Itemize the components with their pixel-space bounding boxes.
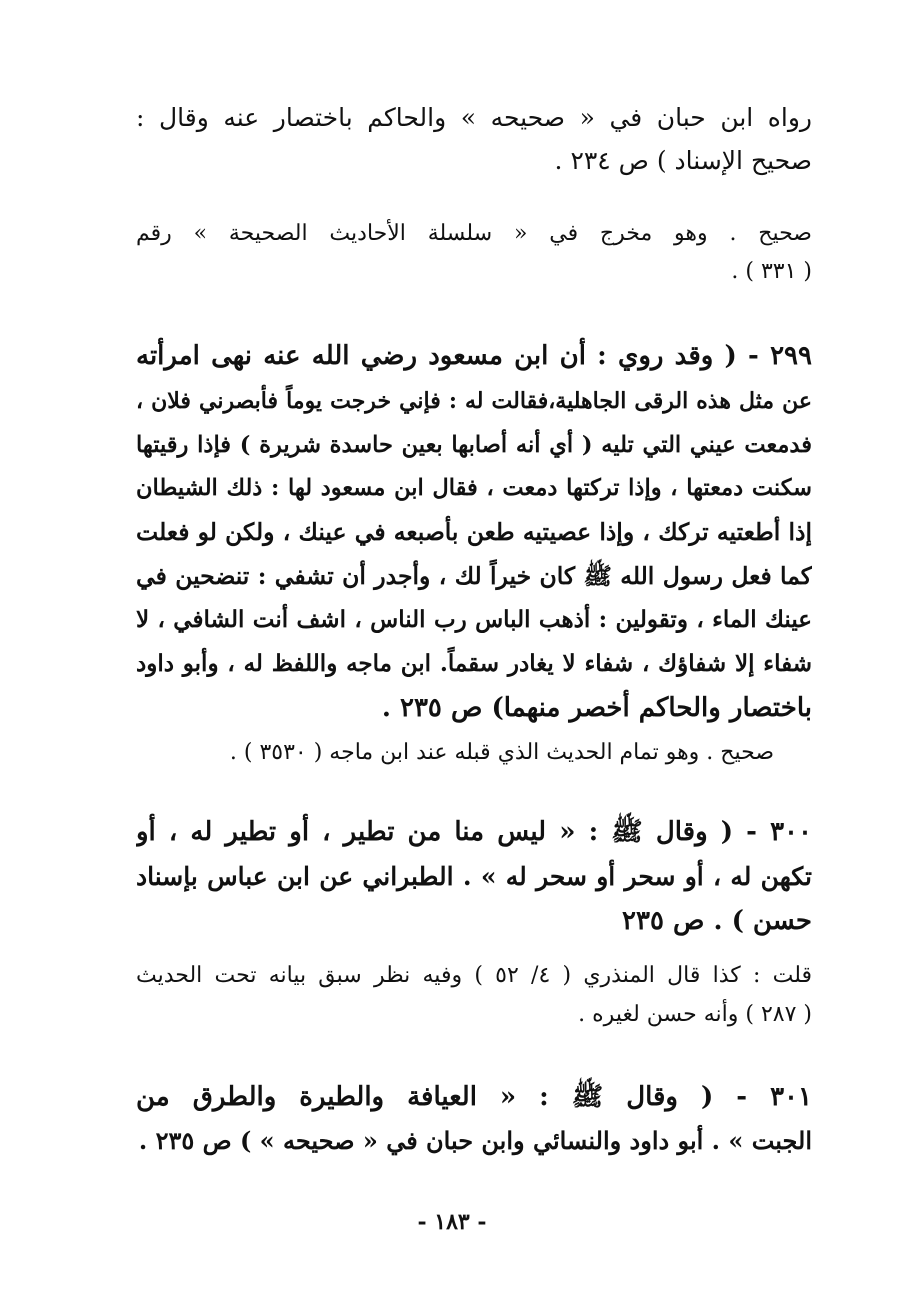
grade-298-line-1: صحيح . وهو مخرج في « سلسلة الأحاديث الصحيحة » رقم [136,221,812,246]
page-number: - ١٨٣ - [417,1209,487,1235]
hadith-299-line-9: باختصار والحاكم أخصر منهما) ص ٢٣٥ . [381,693,812,723]
hadith-299-line-3: فدمعت عيني التي تليه ( أي أنه أصابها بعين حاسدة شريرة ) فإذا رقيتها [136,432,812,458]
hadith-299-line-5: إذا أطعتيه تركك ، وإذا عصيتيه طعن بأصبعه في عينك ، ولكن لو فعلت [136,518,812,546]
hadith-299-line-8: شفاء إلا شفاؤك ، شفاء لا يغادر سقماً. ابن ماجه واللفظ له ، وأبو داود [136,650,812,677]
hadith-300-line-1: ٣٠٠ - ( وقال ﷺ : « ليس منا من تطير ، أو تطير له ، أو [136,817,812,847]
hadith-299-line-1: ٢٩٩ - ( وقد روي : أن ابن مسعود رضي الله عنه نهى امرأته [136,341,812,371]
grade-298-line-2: ( ٣٣١ ) . [731,259,812,284]
grade-299-line-1: صحيح . وهو تمام الحديث الذي قبله عند ابن ماجه ( ٣٥٣٠ ) . [229,740,774,765]
hadith-299-line-2: عن مثل هذه الرقى الجاهلية،فقالت له : فإني خرجت يوماً فأبصرني فلان ، [136,388,812,414]
hadith-301-line-1: ٣٠١ - ( وقال ﷺ : « العيافة والطيرة والطرق من [136,1082,812,1112]
ref-298-line-1: رواه ابن حبان في « صحيحه » والحاكم باختصار عنه وقال : [136,103,812,132]
hadith-301-line-2: الجبت » . أبو داود والنسائي وابن حبان في « صحيحه » ) ص ٢٣٥ . [138,1126,812,1155]
hadith-299-line-7: عينك الماء ، وتقولين : أذهب الباس رب الناس ، اشف أنت الشافي ، لا [136,606,812,633]
note-300-line-2: ( ٢٨٧ ) وأنه حسن لغيره . [578,1002,812,1027]
note-300-line-1: قلت : كذا قال المنذري ( ٤/ ٥٢ ) وفيه نظر سبق بيانه تحت الحديث [136,963,812,988]
hadith-299-line-4: سكنت دمعتها ، وإذا تركتها دمعت ، فقال ابن مسعود لها : ذلك الشيطان [136,475,812,501]
hadith-300-line-3: حسن ) . ص ٢٣٥ [622,906,812,936]
hadith-300-line-2: تكهن له ، أو سحر أو سحر له » . الطبراني عن ابن عباس بإسناد [136,862,812,891]
hadith-299-line-6: كما فعل رسول الله ﷺ كان خيراً لك ، وأجدر أن تشفي : تنضحين في [136,562,812,590]
ref-298-line-2: صحيح الإسناد ) ص ٢٣٤ . [554,146,812,175]
